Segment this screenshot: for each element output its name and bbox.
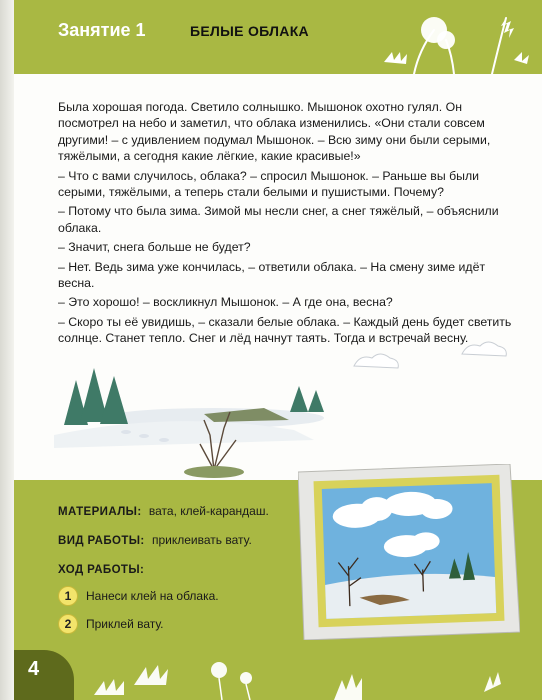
- winter-scene-illustration: [14, 340, 542, 480]
- story-paragraph: – Значит, снега больше не будет?: [58, 240, 251, 255]
- steps-label: ХОД РАБОТЫ:: [58, 564, 145, 576]
- story-paragraph: Была хорошая погода. Светило солнышко. Мышонок охотно гулял. Он посмотрел на небо и заметил, что облака изменились. «Они стали совсем другими! – с удивлением подумал Мышонок. – Всю зиму они были серыми, тяжёлыми, а сегодня какие лёгкие, какие красивые!»: [58, 100, 491, 164]
- step-number-badge: 2: [58, 614, 78, 634]
- lesson-number: Занятие 1: [58, 20, 146, 40]
- story-paragraph: – Нет. Ведь зима уже кончилась, – ответили облака. – На смену зиме идёт весна.: [58, 259, 486, 291]
- work-type-value: приклеивать вату.: [152, 533, 252, 547]
- step-number-badge: 1: [58, 586, 78, 606]
- craft-example-picture: [298, 464, 520, 640]
- story-paragraph: – Потому что была зима. Зимой мы несли снег, а снег тяжёлый, – объяснили облака.: [58, 204, 499, 235]
- materials-value: вата, клей-карандаш.: [148, 504, 269, 518]
- page-spine-edge: [0, 0, 14, 700]
- cloud-icon: [354, 342, 506, 368]
- lesson-header: [14, 0, 542, 74]
- materials-label: МАТЕРИАЛЫ:: [58, 506, 142, 518]
- story-text: [58, 99, 520, 350]
- story-paragraph: – Это хорошо! – воскликнул Мышонок. – А где она, весна?: [58, 295, 393, 310]
- story-paragraph: – Что с вами случилось, облака? – спросил Мышонок. – Раньше вы были серыми, тяжёлыми, а теперь стали белыми и пушистыми. Почему?: [58, 168, 480, 200]
- page-number: 4: [28, 658, 40, 680]
- work-type-label: ВИД РАБОТЫ:: [58, 535, 145, 547]
- lesson-title: БЕЛЫЕ ОБЛАКА: [190, 23, 309, 39]
- story-paragraph: – Скоро ты её увидишь, – сказали белые облака. – Каждый день будет светить солнце. Станет тепло. Снег и лёд начнут таять. Тогда и встречай весну.: [58, 314, 512, 346]
- step-text: Приклей вату.: [86, 617, 164, 631]
- step-text: Нанеси клей на облака.: [86, 589, 219, 603]
